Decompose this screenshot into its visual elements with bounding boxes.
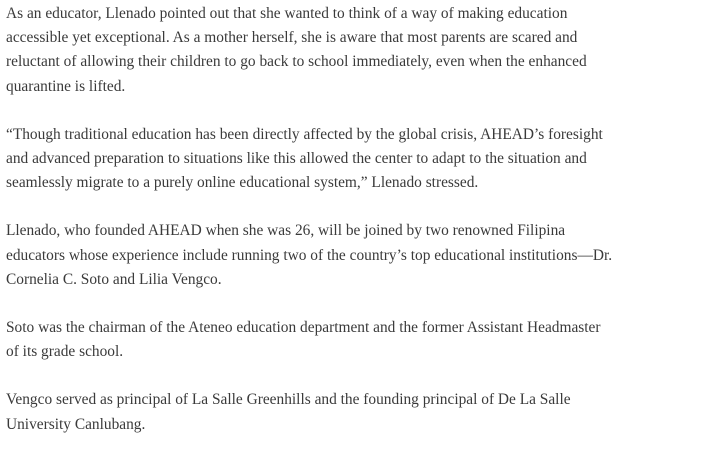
paragraph-llenado-quote: “Though traditional education has been directly affected by the global crisis, AHEAD’s foresight and advanced preparation to situations like this allowed the center to adapt to the situation and seamlessly migrate to a purely online educational system,” Llenado stressed. — [6, 125, 603, 192]
paragraph-educator-vision: As an educator, Llenado pointed out that she wanted to think of a way of making education accessible yet exceptional. As a mother herself, she is aware that most parents are scared and reluctant of allowing their children to go back to school immediately, even when the enhanced quarantine is lifted. — [6, 5, 587, 95]
article-body — [6, 2, 706, 437]
paragraph-soto: Soto was the chairman of the Ateneo education department and the former Assistant Headmaster of its grade school. — [6, 319, 601, 361]
paragraph-founders: Llenado, who founded AHEAD when she was 26, will be joined by two renowned Filipina educators whose experience include running two of the country’s top educational institutions—Dr. Cornelia C. Soto and Lilia Vengco. — [6, 222, 613, 288]
paragraph-vengco: Vengco served as principal of La Salle Greenhills and the founding principal of De La Salle University Canlubang. — [6, 391, 571, 433]
